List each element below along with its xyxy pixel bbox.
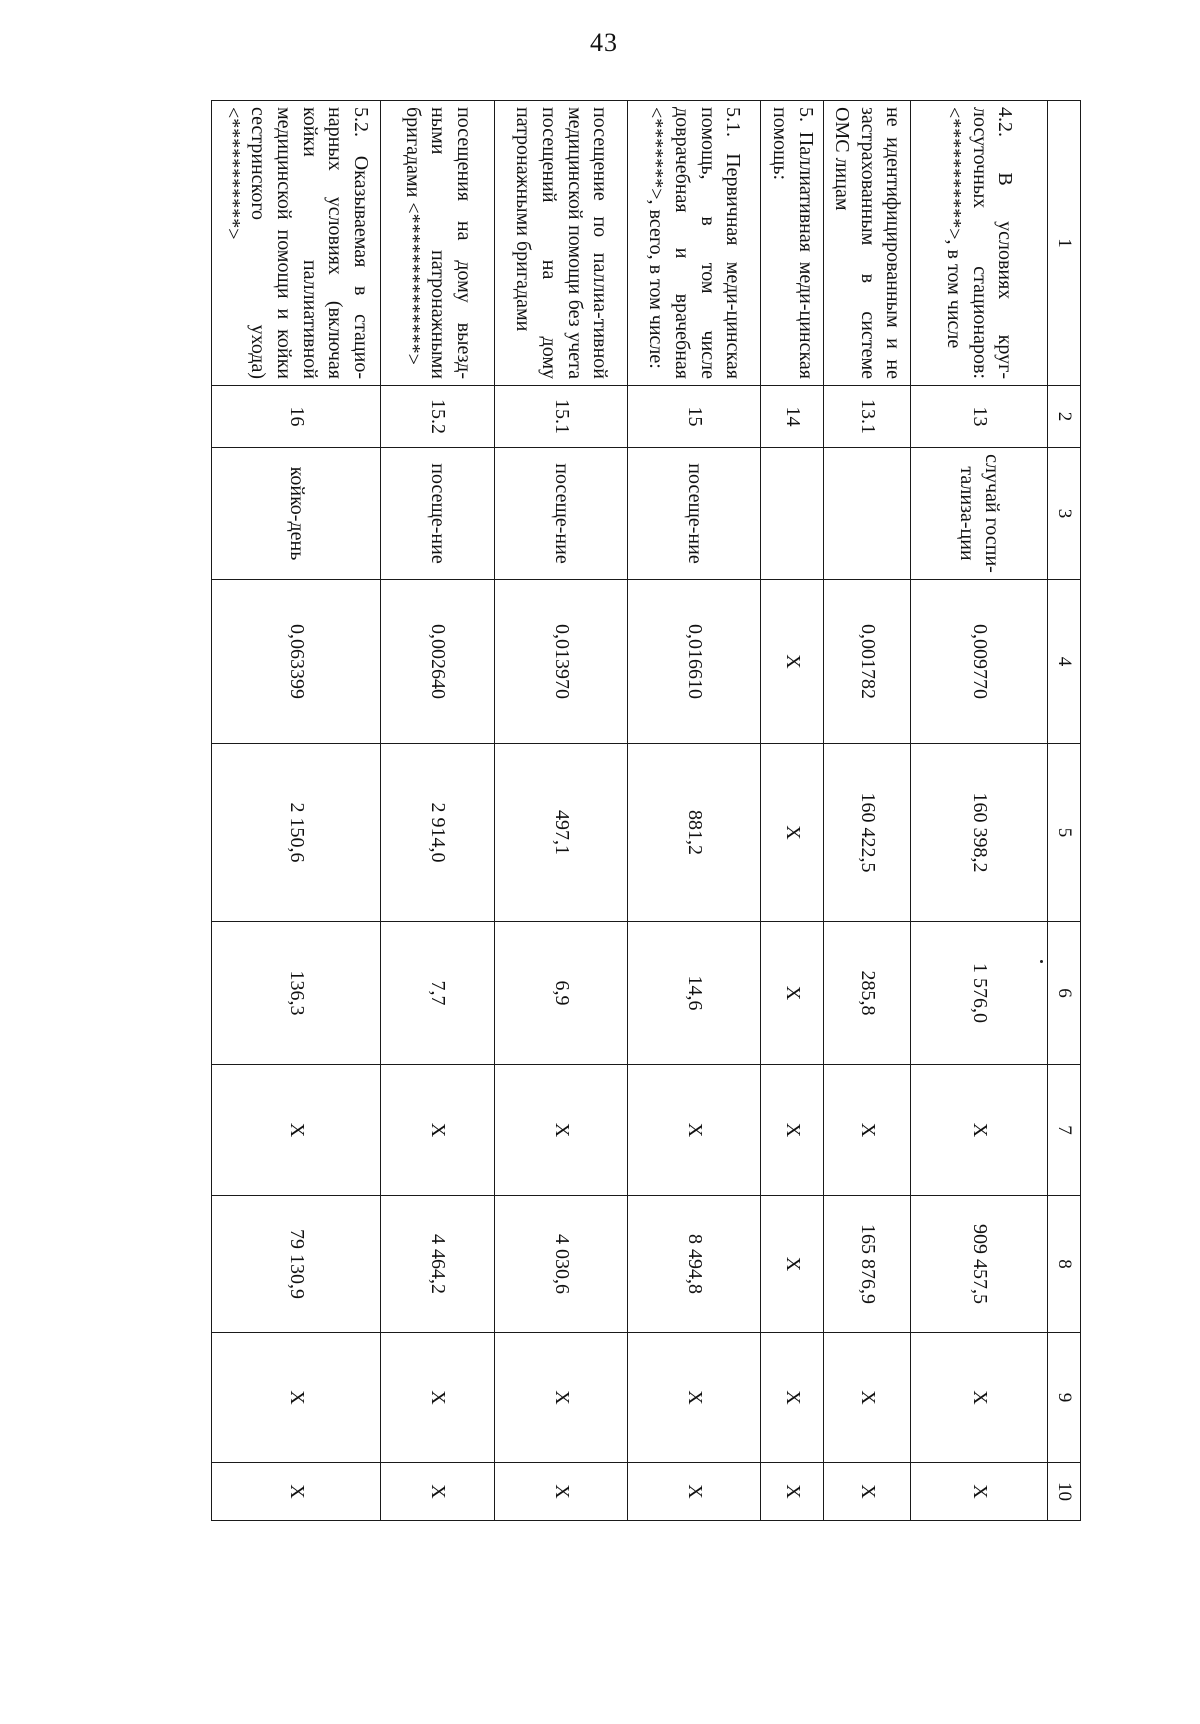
header-row xyxy=(1048,101,1081,1521)
row-value-10: X xyxy=(910,1463,1047,1521)
row-value-7: X xyxy=(910,1065,1047,1196)
column-header-4: 4 xyxy=(1048,580,1081,744)
row-code: 14 xyxy=(761,386,824,448)
row-value-10: X xyxy=(380,1463,494,1521)
row-value-4: 0,016610 xyxy=(628,580,761,744)
row-value-9: X xyxy=(910,1333,1047,1463)
row-value-4: X xyxy=(761,580,824,744)
row-value-6: 1 576,0 xyxy=(910,922,1047,1065)
row-value-8: 909 457,5 xyxy=(910,1196,1047,1333)
row-value-8: 4 464,2 xyxy=(380,1196,494,1333)
table-row xyxy=(495,101,628,1521)
row-value-9: X xyxy=(380,1333,494,1463)
table-row xyxy=(628,101,761,1521)
row-value-8: 165 876,9 xyxy=(824,1196,910,1333)
row-unit xyxy=(761,448,824,580)
row-value-5: 2 150,6 xyxy=(212,744,381,922)
row-name: посещения на дому выезд-ными патронажными бригадами <**************> xyxy=(380,101,494,386)
row-value-9: X xyxy=(761,1333,824,1463)
row-value-7: X xyxy=(761,1065,824,1196)
column-header-7: 7 xyxy=(1048,1065,1081,1196)
row-value-6: 14,6 xyxy=(628,922,761,1065)
row-value-5: 2 914,0 xyxy=(380,744,494,922)
row-code: 16 xyxy=(212,386,381,448)
row-unit xyxy=(824,448,910,580)
scan-speck xyxy=(1040,960,1043,963)
row-name: не идентифицированным и не застрахованным в системе ОМС лицам xyxy=(824,101,910,386)
row-code: 13 xyxy=(910,386,1047,448)
row-unit: посеще-ние xyxy=(495,448,628,580)
row-value-4: 0,063399 xyxy=(212,580,381,744)
row-value-6: 285,8 xyxy=(824,922,910,1065)
row-value-4: 0,001782 xyxy=(824,580,910,744)
row-value-7: X xyxy=(380,1065,494,1196)
row-value-10: X xyxy=(628,1463,761,1521)
column-header-6: 6 xyxy=(1048,922,1081,1065)
row-code: 15 xyxy=(628,386,761,448)
row-value-4: 0,013970 xyxy=(495,580,628,744)
row-value-10: X xyxy=(824,1463,910,1521)
column-header-5: 5 xyxy=(1048,744,1081,922)
row-name: 5.2. Оказываемая в стацио-нарных условиях (включая койки паллиативной медицинской помощи и койки сестринского ухода) <***********> xyxy=(212,101,381,386)
row-name: посещение по паллиа-тивной медицинской помощи без учета посещений на дому патронажными бригадами xyxy=(495,101,628,386)
row-name: 4.2. В условиях круг-лосуточных стационаров: <***********>, в том числе xyxy=(910,101,1047,386)
row-value-10: X xyxy=(761,1463,824,1521)
table-row xyxy=(380,101,494,1521)
row-value-7: X xyxy=(212,1065,381,1196)
row-value-8: 8 494,8 xyxy=(628,1196,761,1333)
row-unit: койко-день xyxy=(212,448,381,580)
row-value-10: X xyxy=(212,1463,381,1521)
row-code: 15.1 xyxy=(495,386,628,448)
column-header-3: 3 xyxy=(1048,448,1081,580)
table-row xyxy=(910,101,1047,1521)
row-value-9: X xyxy=(628,1333,761,1463)
row-value-8: 4 030,6 xyxy=(495,1196,628,1333)
column-header-10: 10 xyxy=(1048,1463,1081,1521)
row-value-5: 497,1 xyxy=(495,744,628,922)
row-value-4: 0,002640 xyxy=(380,580,494,744)
row-value-6: X xyxy=(761,922,824,1065)
row-value-10: X xyxy=(495,1463,628,1521)
row-value-6: 7,7 xyxy=(380,922,494,1065)
row-value-9: X xyxy=(824,1333,910,1463)
table-row xyxy=(761,101,824,1521)
row-value-7: X xyxy=(824,1065,910,1196)
row-value-7: X xyxy=(628,1065,761,1196)
row-value-4: 0,009770 xyxy=(910,580,1047,744)
row-value-5: 160 422,5 xyxy=(824,744,910,922)
tariff-table xyxy=(211,100,1081,1521)
row-name: 5. Паллиативная меди-цинская помощь: xyxy=(761,101,824,386)
row-unit: случай госпи-тализа-ции xyxy=(910,448,1047,580)
row-value-6: 136,3 xyxy=(212,922,381,1065)
row-value-8: 79 130,9 xyxy=(212,1196,381,1333)
row-code: 13.1 xyxy=(824,386,910,448)
row-value-6: 6,9 xyxy=(495,922,628,1065)
row-value-5: X xyxy=(761,744,824,922)
row-value-5: 881,2 xyxy=(628,744,761,922)
row-value-7: X xyxy=(495,1065,628,1196)
row-code: 15.2 xyxy=(380,386,494,448)
rotated-table-container xyxy=(211,100,1081,1520)
row-unit: посеще-ние xyxy=(380,448,494,580)
page-number: 43 xyxy=(590,28,618,57)
table-row xyxy=(212,101,381,1521)
row-name: 5.1. Первичная меди-цинская помощь, в том числе доврачебная и врачебная <*******>, всего, в том числе: xyxy=(628,101,761,386)
row-value-9: X xyxy=(212,1333,381,1463)
row-value-5: 160 398,2 xyxy=(910,744,1047,922)
row-value-8: X xyxy=(761,1196,824,1333)
column-header-9: 9 xyxy=(1048,1333,1081,1463)
column-header-8: 8 xyxy=(1048,1196,1081,1333)
row-unit: посеще-ние xyxy=(628,448,761,580)
table-row xyxy=(824,101,910,1521)
row-value-9: X xyxy=(495,1333,628,1463)
column-header-2: 2 xyxy=(1048,386,1081,448)
column-header-1: 1 xyxy=(1048,101,1081,386)
